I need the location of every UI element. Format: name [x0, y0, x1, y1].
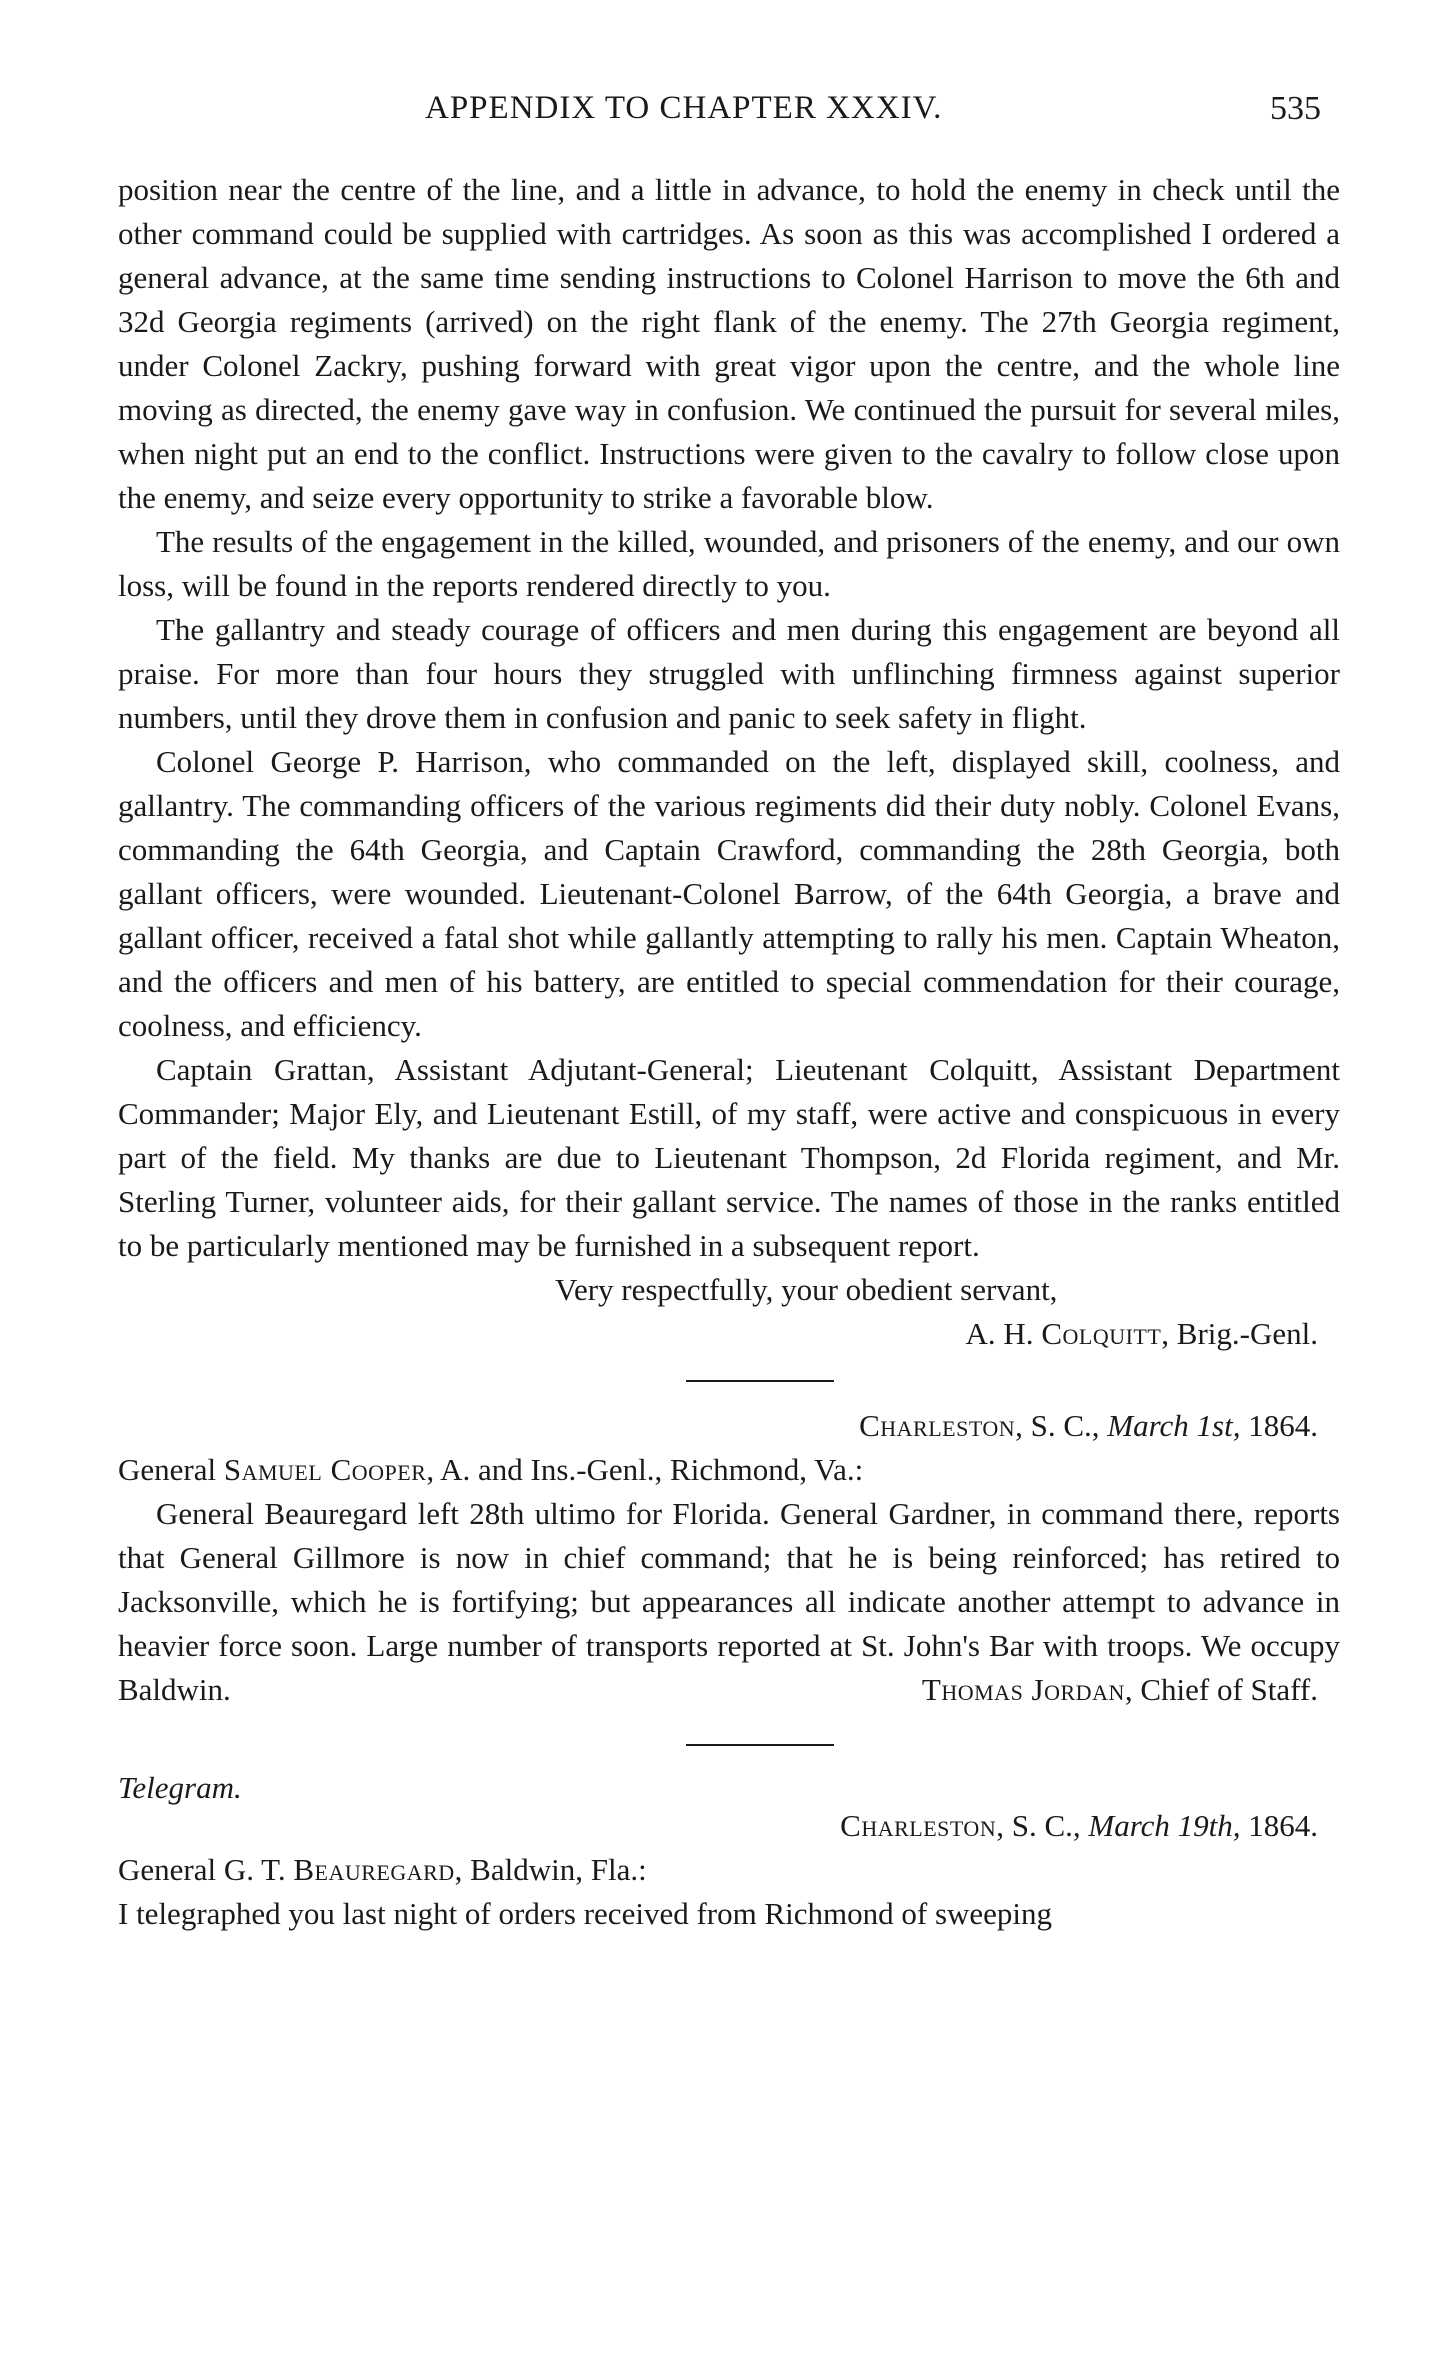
report-paragraph-4: Colonel George P. Harrison, who commanded on the left, displayed skill, coolness, and gallantry. The commanding officers of the various regiments did their duty nobly. Colonel Evans, commanding the 64th Georgia, and Captain Crawford, commanding the 28th Georgia, both gallant officers, were wounded. Lieutenant-Colonel Barrow, of the 64th Georgia, a brave and gallant officer, received a fatal shot while gallantly attempting to rally his men. Captain Wheaton, and the officers and men of his battery, are entitled to special commendation for their courage, coolness, and efficiency. [118, 744, 1340, 1043]
dispatch-signature-name: Thomas Jordan [921, 1672, 1125, 1707]
page-number: 535 [1270, 90, 1321, 127]
dispatch-address [118, 1448, 1340, 1492]
telegram-dateline-year: 1864. [1240, 1808, 1318, 1843]
dispatch-dateline [118, 1404, 1340, 1448]
dispatch-dateline-date: March 1st, [1107, 1408, 1241, 1443]
report-closing: Very respectfully, your obedient servant, [555, 1272, 1058, 1307]
section-divider [686, 1380, 834, 1382]
section-divider-2 [686, 1744, 834, 1746]
running-head-title: APPENDIX TO CHAPTER XXXIV. [425, 90, 943, 126]
dispatch-address-suffix: , A. and Ins.-Genl., Richmond, Va.: [426, 1452, 864, 1487]
telegram-address [118, 1848, 1340, 1892]
telegram-address-name: Beauregard [293, 1852, 455, 1887]
report-signature [118, 1312, 1340, 1356]
dispatch-dateline-year: 1864. [1240, 1408, 1318, 1443]
dispatch-dateline-state: , S. C., [1015, 1408, 1108, 1443]
body-text [118, 168, 1340, 1936]
report-paragraph-2: The results of the engagement in the killed, wounded, and prisoners of the enemy, and our own loss, will be found in the reports rendered directly to you. [118, 524, 1340, 603]
dispatch-body-text: General Beauregard left 28th ultimo for Florida. General Gardner, in command there, reports that General Gillmore is now in chief command; that he is being reinforced; has retired to Jacksonville, which he is fortifying; but appearances all indicate another attempt to advance in heavier force soon. Large number of transports reported at St. John's Bar with troops. We occupy Baldwin. [118, 1496, 1340, 1707]
report-paragraph-1: position near the centre of the line, and a little in advance, to hold the enemy in check until the other command could be supplied with cartridges. As soon as this was accomplished I ordered a general advance, at the same time sending instructions to Colonel Harrison to move the 6th and 32d Georgia regiments (arrived) on the right flank of the enemy. The 27th Georgia regiment, under Colonel Zackry, pushing forward with great vigor upon the centre, and the whole line moving as directed, the enemy gave way in confusion. We continued the pursuit for several miles, when night put an end to the conflict. Instructions were given to the cavalry to follow close upon the enemy, and seize every opportunity to strike a favorable blow. [118, 172, 1340, 515]
dispatch-address-prefix: General [118, 1452, 224, 1487]
dispatch-body [118, 1492, 1340, 1712]
report-signature-prefix: A. H. [965, 1316, 1034, 1351]
telegram-dateline-place: Charleston [840, 1808, 997, 1843]
running-head [0, 90, 1453, 130]
telegram-body: I telegraphed you last night of orders received from Richmond of sweeping [118, 1896, 1053, 1931]
dispatch-signature [884, 1668, 1340, 1712]
report-signature-name: Colquitt [1041, 1316, 1162, 1351]
dispatch-signature-suffix: , Chief of Staff. [1124, 1672, 1318, 1707]
telegram-address-prefix: General G. T. [118, 1852, 294, 1887]
report-paragraph-5: Captain Grattan, Assistant Adjutant-General; Lieutenant Colquitt, Assistant Department Commander; Major Ely, and Lieutenant Estill, of my staff, were active and conspicuous in every part of the field. My thanks are due to Lieutenant Thompson, 2d Florida regiment, and Mr. Sterling Turner, volunteer aids, for their gallant service. The names of those in the ranks entitled to be particularly mentioned may be furnished in a subsequent report. [118, 1052, 1340, 1263]
telegram-label: Telegram. [118, 1770, 242, 1805]
dispatch-address-name: Samuel Cooper [223, 1452, 427, 1487]
dispatch-dateline-place: Charleston [859, 1408, 1016, 1443]
report-paragraph-3: The gallantry and steady courage of officers and men during this engagement are beyond all praise. For more than four hours they struggled with unflinching firmness against superior numbers, until they drove them in confusion and panic to seek safety in flight. [118, 612, 1340, 735]
report-signature-suffix: , Brig.-Genl. [1161, 1316, 1318, 1351]
telegram-dateline-date: March 19th, [1088, 1808, 1241, 1843]
telegram-dateline-state: , S. C., [996, 1808, 1089, 1843]
telegram-dateline [118, 1804, 1340, 1848]
telegram-address-suffix: , Baldwin, Fla.: [454, 1852, 647, 1887]
